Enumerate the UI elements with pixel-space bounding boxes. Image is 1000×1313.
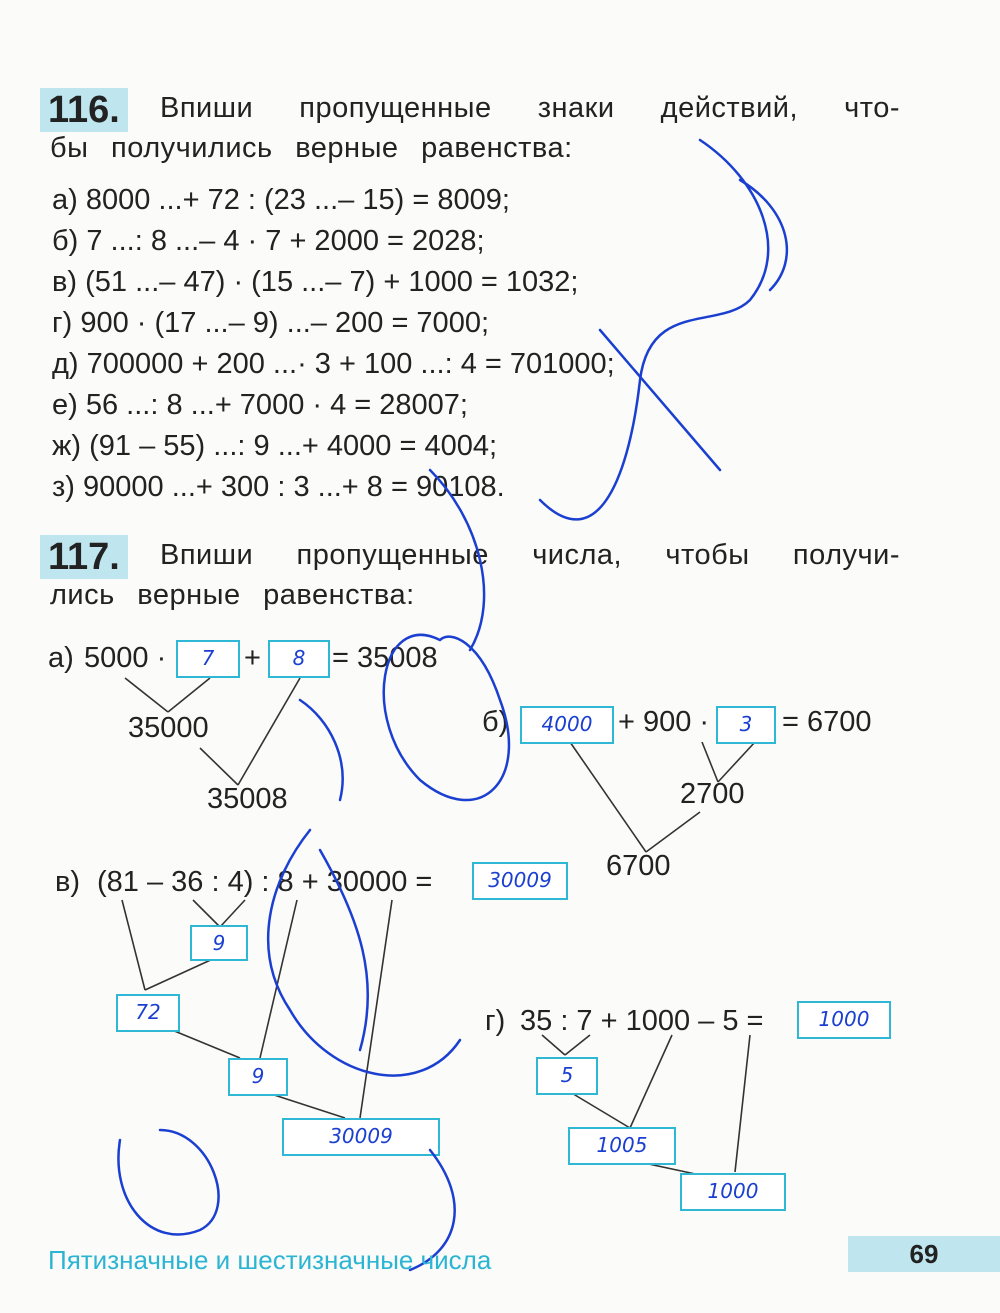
task-117-v-expr: (81 – 36 : 4) : 8 + 30000 = (97, 866, 433, 898)
item-label: з) (52, 471, 75, 503)
task-117-v-step2-box[interactable]: 72 (116, 994, 180, 1032)
task-117-b-op: + 900 · (618, 706, 710, 738)
item-label: б) (52, 225, 79, 257)
task-117-b-mid: 2700 (680, 778, 745, 810)
task-117-a-label: а) (48, 642, 74, 674)
task-117-g-expr: 35 : 7 + 1000 – 5 = (520, 1005, 764, 1037)
task-116-number: 116. (40, 88, 128, 132)
item-text: 8000 ...+ 72 : (23 ...– 15) = 8009; (85, 184, 510, 216)
footer-section-title: Пятизначные и шестизначные числа (48, 1245, 492, 1275)
item-label: д) (52, 348, 79, 380)
task-117-a-plus: + (244, 642, 261, 674)
task-117-g-step1-box[interactable]: 5 (536, 1057, 598, 1095)
task-117-g-step3-box[interactable]: 1000 (680, 1173, 786, 1211)
task-117-a-end: = 35008 (332, 642, 438, 674)
item-label: г) (52, 307, 73, 339)
task-117-v-step1-box[interactable]: 9 (190, 925, 248, 961)
task-117-intro-line1: Впиши пропущенные числа, чтобы получи- (160, 539, 900, 571)
item-text: (51 ...– 47) · (15 ...– 7) + 1000 = 1032; (85, 266, 579, 298)
task-117-v-step4-box[interactable]: 30009 (282, 1118, 440, 1156)
task-117-a-box2[interactable]: 8 (268, 640, 330, 678)
task-116-intro-line2: бы получились верные равенства: (50, 132, 573, 164)
task-117-intro-line2: лись верные равенства: (50, 579, 415, 611)
item-label: ж) (52, 430, 82, 462)
item-text: 7 ...: 8 ...– 4 · 7 + 2000 = 2028; (86, 225, 485, 257)
task-117-b-label: б) (482, 706, 509, 738)
task-117-g-answer-box[interactable]: 1000 (797, 1001, 891, 1039)
task-117-g-label: г) (485, 1005, 506, 1037)
item-label: в) (52, 266, 78, 298)
item-text: 90000 ...+ 300 : 3 ...+ 8 = 90108. (83, 471, 505, 503)
task-116-intro-line1: Впиши пропущенные знаки действий, что- (160, 92, 900, 124)
task-117-b-box1[interactable]: 4000 (520, 706, 614, 744)
task-117-a-start: 5000 · (84, 642, 167, 674)
item-text: 700000 + 200 ...· 3 + 100 ...: 4 = 701000; (86, 348, 615, 380)
task-117-a-mid: 35000 (128, 712, 209, 744)
item-text: (91 – 55) ...: 9 ...+ 4000 = 4004; (89, 430, 498, 462)
page-number: 69 (848, 1236, 1000, 1272)
task-117-b-box2[interactable]: 3 (716, 706, 776, 744)
item-text: 900 · (17 ...– 9) ...– 200 = 7000; (80, 307, 490, 339)
task-117-v-answer-box[interactable]: 30009 (472, 862, 568, 900)
item-label: е) (52, 389, 78, 421)
task-117-b-result: 6700 (606, 850, 671, 882)
task-117-a-box1[interactable]: 7 (176, 640, 240, 678)
task-117-b-end: = 6700 (782, 706, 872, 738)
task-117-v-label: в) (55, 866, 81, 898)
task-117-a-result: 35008 (207, 783, 288, 815)
task-117-number: 117. (40, 535, 128, 579)
task-117-v-step3-box[interactable]: 9 (228, 1058, 288, 1096)
task-117-g-step2-box[interactable]: 1005 (568, 1127, 676, 1165)
item-text: 56 ...: 8 ...+ 7000 · 4 = 28007; (85, 389, 468, 421)
item-label: а) (52, 184, 78, 216)
